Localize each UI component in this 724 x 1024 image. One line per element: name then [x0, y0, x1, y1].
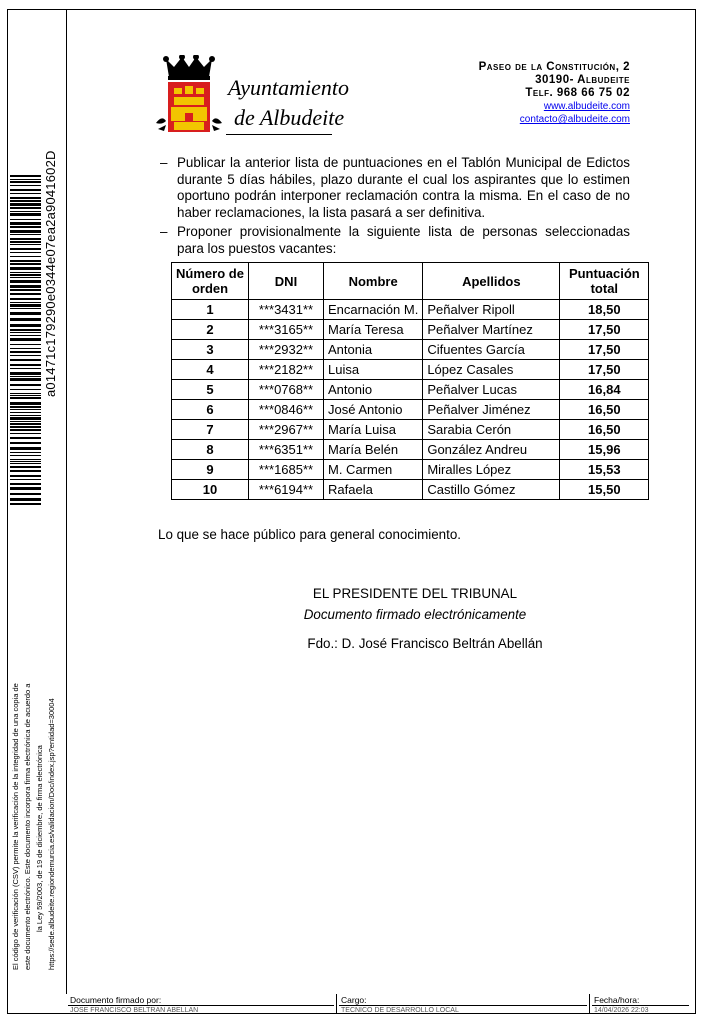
- cell-order: 6: [172, 400, 249, 420]
- cell-name: Luisa: [324, 360, 423, 380]
- cell-name: Antonio: [324, 380, 423, 400]
- paragraph-propose: [160, 224, 630, 257]
- table-row: [172, 340, 649, 360]
- table-row: [172, 400, 649, 420]
- table-header-row: [172, 263, 649, 300]
- cell-name: María Teresa: [324, 320, 423, 340]
- cell-name: María Belén: [324, 440, 423, 460]
- cell-name: Encarnación M.: [324, 300, 423, 320]
- footer-position-label: Cargo:: [341, 995, 367, 1005]
- cell-dni: ***0846**: [249, 400, 324, 420]
- table-row: [172, 420, 649, 440]
- cell-dni: ***3165**: [249, 320, 324, 340]
- cell-score: 16,84: [560, 380, 649, 400]
- verification-line-4: https://sede.albudeite.regiondemurcia.es/validacion/Doc/index.jsp?entidad=30004: [47, 698, 56, 970]
- cell-order: 8: [172, 440, 249, 460]
- cell-order: 1: [172, 300, 249, 320]
- cell-name: Rafaela: [324, 480, 423, 500]
- address-line: Paseo de la Constitución, 2: [478, 61, 630, 73]
- dash-bullet: –: [160, 224, 168, 239]
- verification-line-3: la Ley 59/2003, de 19 de diciembre, de firma electrónica: [35, 745, 44, 932]
- cell-surnames: Cifuentes García: [423, 340, 560, 360]
- cell-dni: ***6194**: [249, 480, 324, 500]
- footer-position-value: TECNICO DE DESARROLLO LOCAL: [339, 1005, 587, 1014]
- cell-surnames: González Andreu: [423, 440, 560, 460]
- cell-surnames: Miralles López: [423, 460, 560, 480]
- verification-line-1: El código de verificación (CSV) permite la verificación de la integridad de una copia de: [11, 683, 20, 970]
- cell-name: Antonia: [324, 340, 423, 360]
- cell-order: 10: [172, 480, 249, 500]
- cell-order: 3: [172, 340, 249, 360]
- cell-surnames: Castillo Gómez: [423, 480, 560, 500]
- contact-block: [479, 61, 630, 126]
- cell-dni: ***1685**: [249, 460, 324, 480]
- csv-code-text: a01471c179290e0344e07ea2a9041602D: [43, 150, 58, 397]
- cell-dni: ***2967**: [249, 420, 324, 440]
- paragraph-publish-text: Publicar la anterior lista de puntuaciones en el Tablón Municipal de Edictos durante 5 días hábiles, plazo durante el cual los aspirantes que lo estimen oportuno podrán interponer reclamación contra la misma. En el caso de no haber reclamaciones, la lista pasará a ser definitiva.: [177, 155, 630, 220]
- cell-surnames: Peñalver Ripoll: [423, 300, 560, 320]
- signature-signer: Fdo.: D. José Francisco Beltrán Abellán: [307, 636, 543, 651]
- footer-signed-by-value: JOSE FRANCISCO BELTRAN ABELLAN: [68, 1005, 334, 1014]
- cell-score: 16,50: [560, 400, 649, 420]
- barcode-icon: [10, 175, 41, 505]
- cell-score: 16,50: [560, 420, 649, 440]
- cell-surnames: Peñalver Martínez: [423, 320, 560, 340]
- cell-surnames: Peñalver Jiménez: [423, 400, 560, 420]
- cell-dni: ***2182**: [249, 360, 324, 380]
- postal-line: 30190- Albudeite: [535, 74, 630, 86]
- header-surnames: Apellidos: [423, 263, 560, 300]
- logo-underline: [226, 134, 332, 135]
- footer-datetime-label: Fecha/hora:: [594, 995, 640, 1005]
- cell-score: 15,50: [560, 480, 649, 500]
- cell-dni: ***3431**: [249, 300, 324, 320]
- header-name: Nombre: [324, 263, 423, 300]
- cell-surnames: Peñalver Lucas: [423, 380, 560, 400]
- footer-datetime: [589, 994, 691, 1014]
- cell-dni: ***6351**: [249, 440, 324, 460]
- cell-order: 7: [172, 420, 249, 440]
- cell-order: 5: [172, 380, 249, 400]
- signature-footer: [66, 994, 691, 1014]
- cell-score: 18,50: [560, 300, 649, 320]
- header-dni: DNI: [249, 263, 324, 300]
- header-score: Puntuación total: [560, 263, 649, 300]
- table-row: [172, 320, 649, 340]
- selection-table: [171, 262, 649, 500]
- table-row: [172, 300, 649, 320]
- signature-subtitle: Documento firmado electrónicamente: [303, 607, 527, 622]
- footer-signed-by: [66, 994, 336, 1014]
- castle-crest-icon: [154, 55, 224, 140]
- website-link[interactable]: www.albudeite.com: [543, 101, 630, 112]
- municipal-logo: [154, 55, 349, 140]
- cell-score: 15,96: [560, 440, 649, 460]
- cell-score: 17,50: [560, 340, 649, 360]
- paragraph-propose-text: Proponer provisionalmente la siguiente lista de personas seleccionadas para los puestos vacantes:: [177, 224, 630, 256]
- signature-title: EL PRESIDENTE DEL TRIBUNAL: [312, 586, 518, 601]
- cell-dni: ***0768**: [249, 380, 324, 400]
- logo-line-2: de Albudeite: [234, 105, 345, 130]
- table-row: [172, 380, 649, 400]
- verification-line-2: este documento electrónico. Este documento incorpora firma electrónica de acuerdo a: [23, 683, 32, 970]
- email-link[interactable]: contacto@albudeite.com: [519, 114, 630, 125]
- cell-name: María Luisa: [324, 420, 423, 440]
- header-order: Número de orden: [172, 263, 249, 300]
- cell-order: 2: [172, 320, 249, 340]
- cell-order: 9: [172, 460, 249, 480]
- paragraph-publish: [160, 155, 630, 221]
- cell-score: 17,50: [560, 360, 649, 380]
- closing-statement: Lo que se hace público para general conocimiento.: [158, 527, 461, 542]
- cell-order: 4: [172, 360, 249, 380]
- cell-score: 15,53: [560, 460, 649, 480]
- cell-name: M. Carmen: [324, 460, 423, 480]
- cell-surnames: López Casales: [423, 360, 560, 380]
- table-row: [172, 440, 649, 460]
- cell-score: 17,50: [560, 320, 649, 340]
- footer-position: [336, 994, 589, 1014]
- sidebar-divider: [66, 9, 67, 994]
- verification-note: [12, 540, 64, 970]
- table-row: [172, 460, 649, 480]
- table-row: [172, 360, 649, 380]
- cell-dni: ***2932**: [249, 340, 324, 360]
- footer-datetime-value: 14/04/2026 22:03: [592, 1005, 689, 1014]
- phone-line: Telf. 968 66 75 02: [525, 87, 630, 99]
- table-row: [172, 480, 649, 500]
- dash-bullet: –: [160, 155, 168, 170]
- csv-code: [43, 150, 65, 415]
- footer-signed-by-label: Documento firmado por:: [70, 995, 162, 1005]
- cell-surnames: Sarabia Cerón: [423, 420, 560, 440]
- cell-name: José Antonio: [324, 400, 423, 420]
- logo-line-1: Ayuntamiento: [228, 75, 349, 100]
